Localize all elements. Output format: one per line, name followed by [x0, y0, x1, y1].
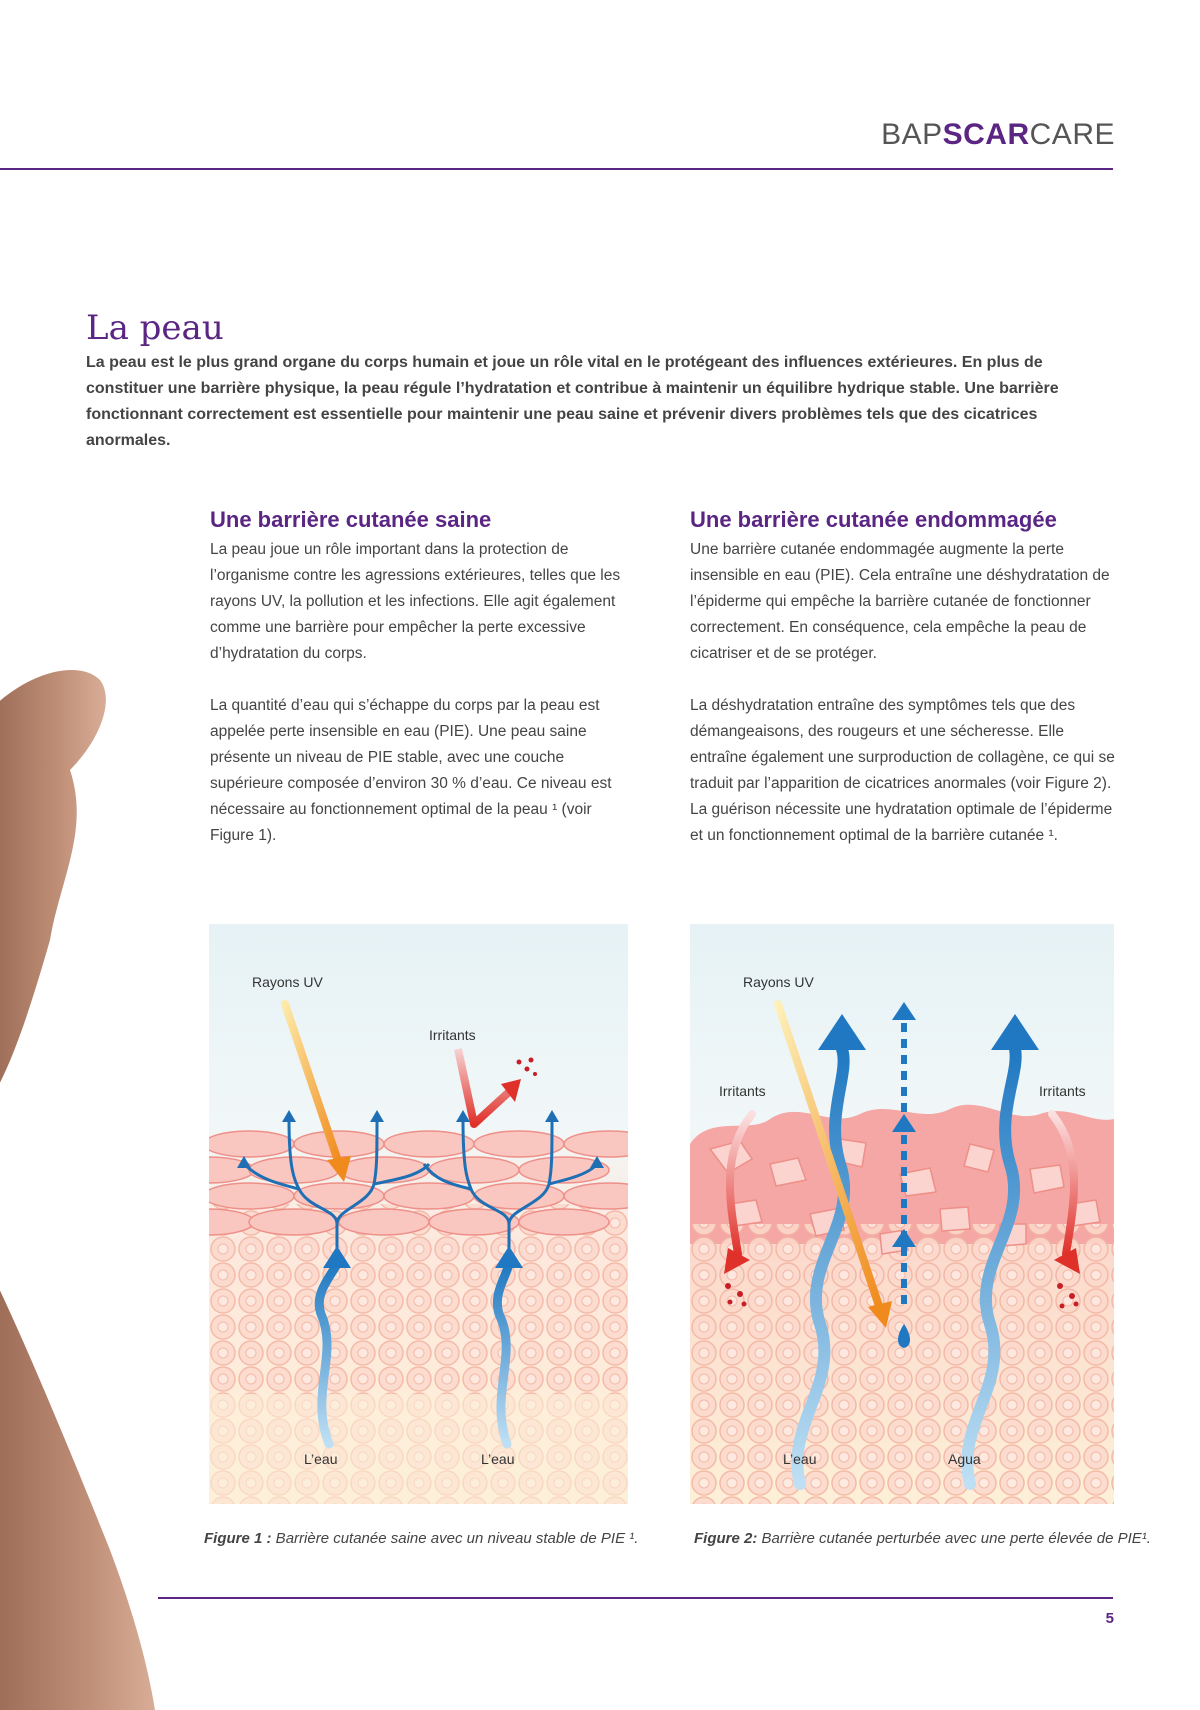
hand-photo	[0, 650, 160, 1710]
fig1-irritants-label: Irritants	[429, 1027, 476, 1043]
fig1-water-label-2: L’eau	[481, 1451, 515, 1467]
healthy-barrier-paragraph-1: La peau joue un rôle important dans la protection de l’organisme contre les agressions extérieures, telles que les rayons UV, la pollution et les infections. Elle agit également comme une barrière pour empêcher la perte excessive d’hydratation du corps.	[210, 541, 621, 662]
footer-rule	[158, 1597, 1113, 1599]
intro-text: La peau est le plus grand organe du corps humain et joue un rôle vital en le protégeant des influences extérieures. En plus de constituer une barrière physique, la peau régule l’hydratation et contribue à maintenir un équilibre hydrique stable. Une barrière fonctionnant correctement est essentielle pour maintenir une peau saine et prévenir divers problèmes tels que des cicatrices anormales.	[86, 354, 1059, 449]
figure-2-caption: Figure 2: Barrière cutanée perturbée avec une perte élevée de PIE¹.	[694, 1530, 1151, 1547]
figure-1-caption: Figure 1 : Barrière cutanée saine avec un niveau stable de PIE ¹.	[204, 1530, 639, 1547]
figure-2	[690, 924, 1114, 1504]
brand-logo: BAPSCARCARE	[881, 118, 1115, 151]
damaged-barrier-heading: Une barrière cutanée endommagée	[690, 507, 1057, 532]
page-title: La peau	[86, 308, 224, 348]
damaged-barrier-paragraph-2: La déshydratation entraîne des symptômes tels que des démangeaisons, des rougeurs et une sécheresse. Elle entraîne également une surproduction de collagène, ce qui se traduit par l’apparition de cicatrices anormales (voir Figure 2).	[690, 697, 1115, 792]
header-rule	[0, 168, 1113, 170]
healthy-barrier-column	[210, 505, 635, 875]
figure-1-illustration	[209, 924, 628, 1504]
fig2-uv-label: Rayons UV	[743, 974, 814, 990]
fig2-water-label-2: Agua	[948, 1451, 981, 1467]
fig2-irritants-right-label: Irritants	[1039, 1083, 1086, 1099]
page-number: 5	[1105, 1610, 1114, 1627]
damaged-barrier-paragraph-1: Une barrière cutanée endommagée augmente la perte insensible en eau (PIE). Cela entraîne une déshydratation de l’épiderme qui empêche la barrière cutanée de fonctionner correctement. En conséquence, cela empêche la peau de cicatriser et de se protéger.	[690, 541, 1110, 662]
fig2-irritants-left-label: Irritants	[719, 1083, 766, 1099]
damaged-barrier-column	[690, 505, 1120, 875]
figure-1	[209, 924, 628, 1504]
fig1-water-label-1: L’eau	[304, 1451, 338, 1467]
fig2-water-label-1: L’eau	[783, 1451, 817, 1467]
fig1-uv-label: Rayons UV	[252, 974, 323, 990]
damaged-barrier-paragraph-3: La guérison nécessite une hydratation optimale de l’épiderme et un fonctionnement optimal de la barrière cutanée ¹.	[690, 801, 1113, 844]
healthy-barrier-heading: Une barrière cutanée saine	[210, 507, 492, 532]
figure-2-illustration	[690, 924, 1114, 1504]
healthy-barrier-paragraph-2: La quantité d’eau qui s’échappe du corps par la peau est appelée perte insensible en eau (PIE). Une peau saine présente un niveau de PIE stable, avec une couche supérieure composée d’environ 30 % d’eau. Ce niveau est nécessaire au fonctionnement optimal de la peau ¹ (voir Figure 1).	[210, 697, 612, 844]
